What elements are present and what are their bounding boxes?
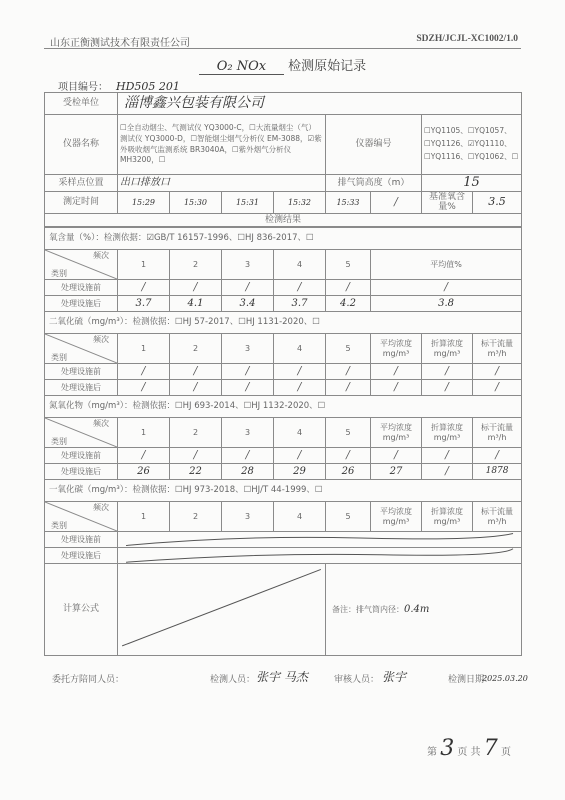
cell-slash: / <box>473 448 522 464</box>
co-diag-header: 频次 类别 <box>45 502 118 532</box>
doc-code: SDZH/JCJL-XC1002/1.0 <box>416 34 518 44</box>
avg-conc-header: 平均浓度 mg/m³ <box>371 502 422 532</box>
time-slash: / <box>371 192 422 214</box>
nox-converted: / <box>422 464 473 480</box>
cell-slash: / <box>274 364 326 380</box>
conv-conc-header: 折算浓度 mg/m³ <box>422 334 473 364</box>
conv-conc-header: 折算浓度 mg/m³ <box>422 502 473 532</box>
col-5: 5 <box>326 250 371 280</box>
cell-slash: / <box>274 448 326 464</box>
nox-value-1: 26 <box>118 464 170 480</box>
org-name: 山东正衡测试技术有限责任公司 <box>50 38 190 49</box>
row-after-label: 处理设施后 <box>45 296 118 312</box>
co-struck-row <box>118 548 522 564</box>
row-after-label: 处理设施后 <box>45 548 118 564</box>
o2-value-4: 3.7 <box>274 296 326 312</box>
co-heading: 一氧化碳（mg/m³）：检测依据：☐HJ 973-2018、☐HJ/T 44-1999、☐ <box>45 480 522 502</box>
time-3: 15:31 <box>222 192 274 214</box>
cell-slash: / <box>274 280 326 296</box>
results-table <box>44 227 522 656</box>
flow-header: 标干流量 m³/h <box>473 334 522 364</box>
date-label: 检测日期： <box>448 675 494 685</box>
header-divider <box>44 48 521 49</box>
oxygen-heading: 氧含量（%）：检测依据：☑GB/T 16157-1996、☐HJ 836-2017、☐ <box>45 228 522 250</box>
page-number: 第 3 页 共 7 页 <box>427 736 511 761</box>
project-number <box>58 78 180 93</box>
col-2: 2 <box>170 250 222 280</box>
current-page: 3 <box>440 736 455 761</box>
title-text: 检测原始记录 <box>288 59 367 74</box>
cell-slash: / <box>222 380 274 396</box>
col-2: 2 <box>170 334 222 364</box>
instrument-code-label: 仪器编号 <box>326 115 422 175</box>
o2-average: 3.8 <box>371 296 522 312</box>
cell-slash: / <box>326 380 371 396</box>
col-3: 3 <box>222 502 274 532</box>
col-1: 1 <box>118 250 170 280</box>
cell-slash: / <box>118 380 170 396</box>
col-1: 1 <box>118 334 170 364</box>
co-struck-row <box>118 532 522 548</box>
page-title <box>0 55 565 75</box>
sampling-value: 出口排放口 <box>118 175 326 192</box>
col-5: 5 <box>326 418 371 448</box>
project-label: 项目编号： <box>58 82 108 93</box>
flow-header: 标干流量 m³/h <box>473 418 522 448</box>
col-4: 4 <box>274 250 326 280</box>
col-3: 3 <box>222 334 274 364</box>
flow-header: 标干流量 m³/h <box>473 502 522 532</box>
info-table <box>44 92 522 227</box>
avg-header: 平均值% <box>371 250 522 280</box>
ref-o2-label: 基准氧含量% <box>422 192 473 214</box>
total-pages: 7 <box>483 736 498 761</box>
cell-slash: / <box>222 280 274 296</box>
cell-slash: / <box>170 448 222 464</box>
o2-value-2: 4.1 <box>170 296 222 312</box>
cell-slash: / <box>473 364 522 380</box>
cell-slash: / <box>326 364 371 380</box>
cell-slash: / <box>118 364 170 380</box>
o2-value-5: 4.2 <box>326 296 371 312</box>
tester-signature: 张宇 马杰 <box>256 670 308 684</box>
col-1: 1 <box>118 418 170 448</box>
reviewer-label: 审核人员： <box>334 675 380 685</box>
date-value: 2025.03.20 <box>482 674 528 683</box>
instrument-code-list: ☐YQ1105、☐YQ1057、☐YQ1126、☑YQ1110、☐YQ1116、☐YQ1062、☐ <box>422 115 522 175</box>
nox-value-5: 26 <box>326 464 371 480</box>
avg-conc-header: 平均浓度 mg/m³ <box>371 334 422 364</box>
cell-slash: / <box>274 380 326 396</box>
time-2: 15:30 <box>170 192 222 214</box>
col-5: 5 <box>326 502 371 532</box>
cell-slash: / <box>118 448 170 464</box>
cell-slash: / <box>326 448 371 464</box>
client-label: 受检单位 <box>45 93 118 115</box>
col-1: 1 <box>118 502 170 532</box>
row-after-label: 处理设施后 <box>45 464 118 480</box>
oxygen-diag-header: 频次 类别 <box>45 250 118 280</box>
time-4: 15:32 <box>274 192 326 214</box>
results-heading: 检测结果 <box>45 213 522 226</box>
formula-area <box>118 564 326 656</box>
instrument-label: 仪器名称 <box>45 115 118 175</box>
cell-slash: / <box>326 280 371 296</box>
cell-slash: / <box>170 364 222 380</box>
cell-slash: / <box>422 364 473 380</box>
cell-slash: / <box>222 448 274 464</box>
col-2: 2 <box>170 502 222 532</box>
col-4: 4 <box>274 502 326 532</box>
nox-average: 27 <box>371 464 422 480</box>
row-before-label: 处理设施前 <box>45 448 118 464</box>
cell-slash: / <box>422 380 473 396</box>
cell-slash: / <box>222 364 274 380</box>
time-5: 15:33 <box>326 192 371 214</box>
so2-heading: 二氧化硫（mg/m³）：检测依据：☐HJ 57-2017、☐HJ 1131-2020、☐ <box>45 312 522 334</box>
nox-value-4: 29 <box>274 464 326 480</box>
title-handwritten: O₂ NOx <box>199 59 284 75</box>
instrument-list: ☐全自动烟尘、气测试仪 YQ3000-C，☐大流量烟尘（气）测试仪 YQ3000-D，☐智能烟尘烟气分析仪 EM-3088，☑紫外吸收烟气监测系统 BR3040A，☐紫外烟气分析仪 MH3200，☐ <box>118 115 326 175</box>
col-2: 2 <box>170 418 222 448</box>
cell-slash: / <box>118 280 170 296</box>
remark: 备注：排气筒内径：0.4m <box>326 564 522 656</box>
client-rep-label: 委托方陪同人员： <box>52 675 125 685</box>
reviewer-signature: 张宇 <box>382 670 407 684</box>
col-4: 4 <box>274 418 326 448</box>
sampling-label: 采样点位置 <box>45 175 118 192</box>
so2-diag-header: 频次 类别 <box>45 334 118 364</box>
conv-conc-header: 折算浓度 mg/m³ <box>422 418 473 448</box>
nox-diag-header: 频次 类别 <box>45 418 118 448</box>
nox-value-3: 28 <box>222 464 274 480</box>
tester-label: 检测人员： <box>210 675 256 685</box>
avg-conc-header: 平均浓度 mg/m³ <box>371 418 422 448</box>
time-label: 测定时间 <box>45 192 118 214</box>
row-before-label: 处理设施前 <box>45 532 118 548</box>
project-value: HD505 201 <box>116 80 180 93</box>
cell-slash: / <box>170 280 222 296</box>
formula-label: 计算公式 <box>45 564 118 656</box>
cell-slash: / <box>371 380 422 396</box>
nox-value-2: 22 <box>170 464 222 480</box>
row-before-label: 处理设施前 <box>45 364 118 380</box>
col-5: 5 <box>326 334 371 364</box>
cell-slash: / <box>371 364 422 380</box>
time-1: 15:29 <box>118 192 170 214</box>
stack-height-value: 15 <box>422 175 522 192</box>
o2-value-3: 3.4 <box>222 296 274 312</box>
cell-slash: / <box>371 280 522 296</box>
row-after-label: 处理设施后 <box>45 380 118 396</box>
cell-slash: / <box>170 380 222 396</box>
row-before-label: 处理设施前 <box>45 280 118 296</box>
ref-o2-value: 3.5 <box>473 192 522 214</box>
client-value: 淄博鑫兴包装有限公司 <box>118 93 522 115</box>
col-4: 4 <box>274 334 326 364</box>
nox-flow: 1878 <box>473 464 522 480</box>
nox-heading: 氮氧化物（mg/m³）：检测依据：☐HJ 693-2014、☐HJ 1132-2020、☐ <box>45 396 522 418</box>
stack-height-label: 排气筒高度（m） <box>326 175 422 192</box>
cell-slash: / <box>371 448 422 464</box>
col-3: 3 <box>222 418 274 448</box>
col-3: 3 <box>222 250 274 280</box>
o2-value-1: 3.7 <box>118 296 170 312</box>
cell-slash: / <box>473 380 522 396</box>
cell-slash: / <box>422 448 473 464</box>
